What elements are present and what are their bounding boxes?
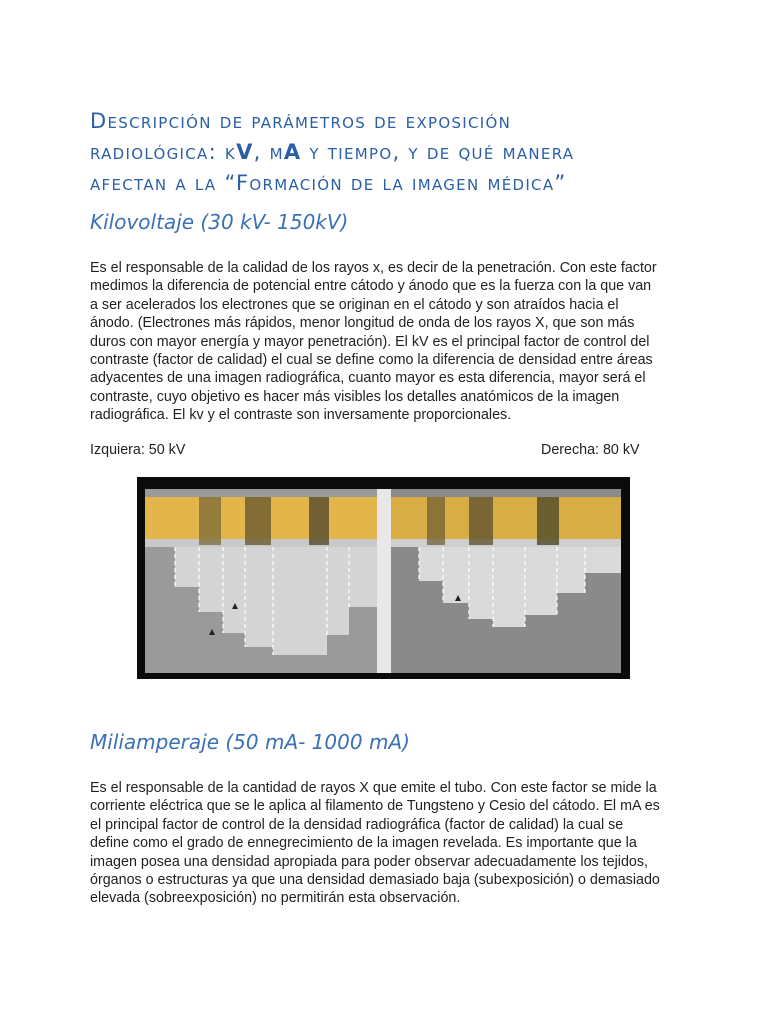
radiograph-comparison-image (137, 477, 630, 679)
image-label-right: Derecha: 80 kV (541, 442, 640, 458)
document-title (90, 106, 650, 199)
miliamperaje-heading: Miliamperaje (50 mA- 1000 mA) (90, 730, 410, 754)
kilovoltaje-paragraph: Es el responsable de la calidad de los rayos x, es decir de la penetración. Con este factor medimos la diferencia de potencial entre cátodo y ánodo que es la fuerza con la que van a ser acelerados los electrones que se originan en el cátodo y son atraídos hacia el ánodo. (Electrones más rápidos, menor longitud de onda de los rayos X, que son más duros con mayor energía y mayor penetración). El kV es el principal factor de control del contraste (factor de calidad) el cual se define como la diferencia de densidad entre áreas adyacentes de una imagen radiográfica, cuanto mayor es esta diferencia, mayor será el contraste, cuyo objetivo es hacer más visibles los detalles anatómicos de la imagen radiográfica. El kv y el contraste son inversamente proporcionales. (90, 260, 657, 424)
kilovoltaje-heading: Kilovoltaje (30 kV- 150kV) (90, 210, 349, 234)
title-line-2-end: y tiempo, y de qué manera (301, 140, 575, 164)
title-ma-letter: A (283, 140, 302, 164)
title-kv-letter: V (236, 140, 254, 164)
title-line-1: Descripción de parámetros de exposición (90, 109, 512, 133)
title-line-3: afectan a la “Formación de la imagen médica” (90, 171, 567, 195)
radiograph-step-wedge-illustration (137, 477, 630, 679)
title-line-2-mid: , m (253, 140, 284, 164)
title-line-2-start: radiológica: k (90, 140, 237, 164)
image-label-left: Izquiera: 50 kV (90, 442, 186, 458)
miliamperaje-paragraph: Es el responsable de la cantidad de rayos X que emite el tubo. Con este factor se mide la corriente eléctrica que se le aplica al filamento de Tungsteno y Cesio del cátodo. El mA es el principal factor de control de la densidad radiográfica (factor de calidad) la cual se define como el grado de ennegrecimiento de la imagen revelada. Es importante que la imagen posea una densidad apropiada para poder observar adecuadamente los tejidos, órganos o estructuras ya que una densidad demasiado baja (subexposición) o demasiado elevada (sobreexposición) no permitirán esta observación. (90, 780, 660, 907)
